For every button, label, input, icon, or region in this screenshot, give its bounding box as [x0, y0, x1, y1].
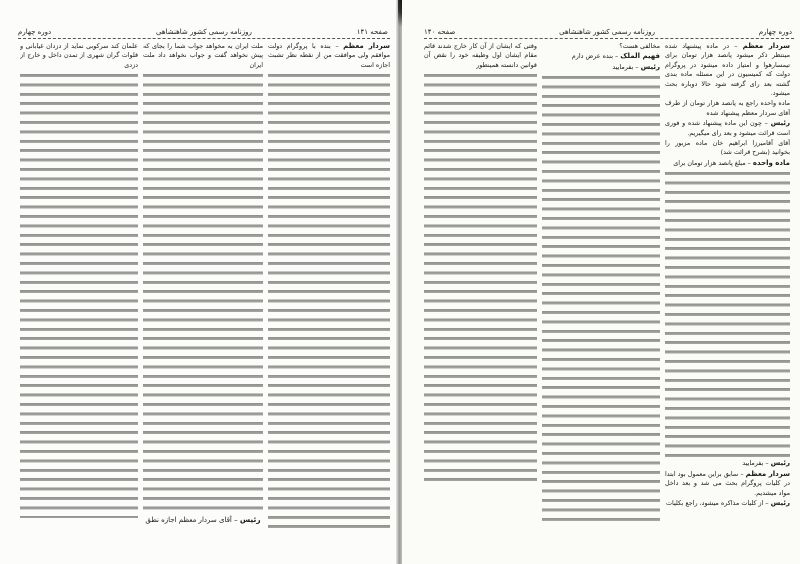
paragraph — [665, 459, 790, 468]
paragraph — [542, 52, 660, 61]
speaker-name: رئیس — [770, 459, 790, 468]
closing-line — [143, 515, 263, 525]
text-block — [268, 71, 390, 532]
column-middle — [542, 42, 660, 522]
column-left — [20, 42, 138, 518]
header-rule — [424, 38, 794, 39]
paragraph — [665, 159, 790, 168]
period-label: دوره چهارم — [758, 28, 792, 36]
paragraph-text: – بنده با پروگرام دولت موافقم ولی موافقت من از نقطه نظر تشبث اجازه است — [268, 42, 390, 69]
paragraph — [424, 42, 537, 70]
paragraph — [665, 470, 790, 498]
text-block — [424, 71, 537, 481]
page-header — [18, 27, 388, 37]
speaker-name: رئیس — [239, 515, 261, 525]
paragraph — [665, 139, 790, 158]
speaker-name: رئیس — [770, 119, 790, 128]
paragraph-text: – چون این ماده پیشنهاد شده و فوری است قرائت میشود و بعد رای میگیریم. — [665, 119, 790, 137]
paragraph — [268, 42, 390, 70]
paragraph-text: – بنده عرض دارم — [571, 52, 621, 61]
speaker-name: رئیس — [770, 498, 790, 507]
text-block — [20, 71, 138, 518]
column-middle — [143, 42, 263, 532]
page-number: صفحه ۱۴۰ — [424, 28, 456, 36]
paragraph-text: آقای آقامیرزا ابراهیم خان ماده مزبور را بخوانید (بشرح قرائت شد) — [665, 139, 790, 157]
paragraph-text: علمان کند سرکوبی نماید از دزدان غیابانی و قلوات گران شهری از تمدن داخل و خارج از دزدی — [20, 42, 138, 69]
paragraph-text: – آقای سردار معظم اجازه نطق — [145, 516, 240, 525]
column-left — [424, 42, 537, 482]
paragraph — [542, 42, 660, 51]
page-header — [424, 27, 792, 37]
speaker-name: سردار معظم — [745, 469, 790, 478]
speaker-name: ماده واحده — [752, 158, 790, 167]
column-right — [665, 42, 790, 520]
paragraph-text: – بفرمایید — [742, 459, 771, 468]
paragraph — [143, 42, 263, 70]
newspaper-title: روزنامه رسمی کشور شاهنشاهی — [156, 28, 252, 36]
paragraph — [665, 42, 790, 98]
paragraph-text: – از کلیات مذاکره میشود، راجع بکلیات — [665, 498, 771, 507]
paragraph-text: ماده واحده راجع به پانصد هزار تومان از طرف آقای سردار معظم پیشنهاد شده — [665, 99, 790, 117]
newspaper-title: روزنامه رسمی کشور شاهنشاهی — [559, 28, 655, 36]
text-block — [143, 71, 263, 511]
speaker-name: فهیم الملک — [620, 52, 660, 61]
text-block — [542, 73, 660, 522]
header-rule — [18, 38, 390, 39]
paragraph — [542, 63, 660, 72]
speaker-name: سردار معظم — [343, 42, 390, 50]
paragraph — [665, 119, 790, 138]
page-number: صفحه ۱۴۱ — [356, 28, 388, 36]
paragraph-text: مخالفی هست؟ — [619, 42, 660, 50]
paragraph — [20, 42, 138, 70]
speaker-name: رئیس — [640, 62, 660, 71]
paragraph-text: – در ماده پیشنهاد شده مینتظر ذکر میشود پانصد هزار تومان برای تیمسارهوا و امتیاز داده میشود در پروگرام دولت که کمیسیون در این مسئله ماده بندی گشته بعد رای گرفته شود حالا دوباره بحث میشود. — [665, 42, 790, 98]
paragraph — [665, 99, 790, 118]
paragraph-text: – مبلغ پانصد هزار تومان برای — [673, 158, 753, 167]
speaker-name: سردار معظم — [742, 42, 790, 50]
paragraph-text: – سابق براین معمول بود ابتدا در کلیات پروگرام بحث می شد و بعد داخل مواد میشدیم. — [665, 469, 790, 497]
paragraph-text: وقتی که ایشان از آن کار خارج شدند قائم مقام ایشان اول وظیفه خود را نقض آن قوانین دانسته همینطور — [424, 42, 537, 69]
text-block — [665, 169, 790, 459]
paragraph-text: – بفرمایید — [612, 62, 641, 71]
right-page — [402, 0, 800, 564]
left-page — [0, 0, 398, 564]
column-right — [268, 42, 390, 532]
paragraph — [665, 499, 790, 508]
period-label: دوره چهارم — [18, 28, 52, 36]
paragraph-text: ملت ایران به مخواهد جواب شما را بجای که پیش نخواهد گفت و جواب نخواهد داد ملت ایران — [143, 42, 263, 69]
